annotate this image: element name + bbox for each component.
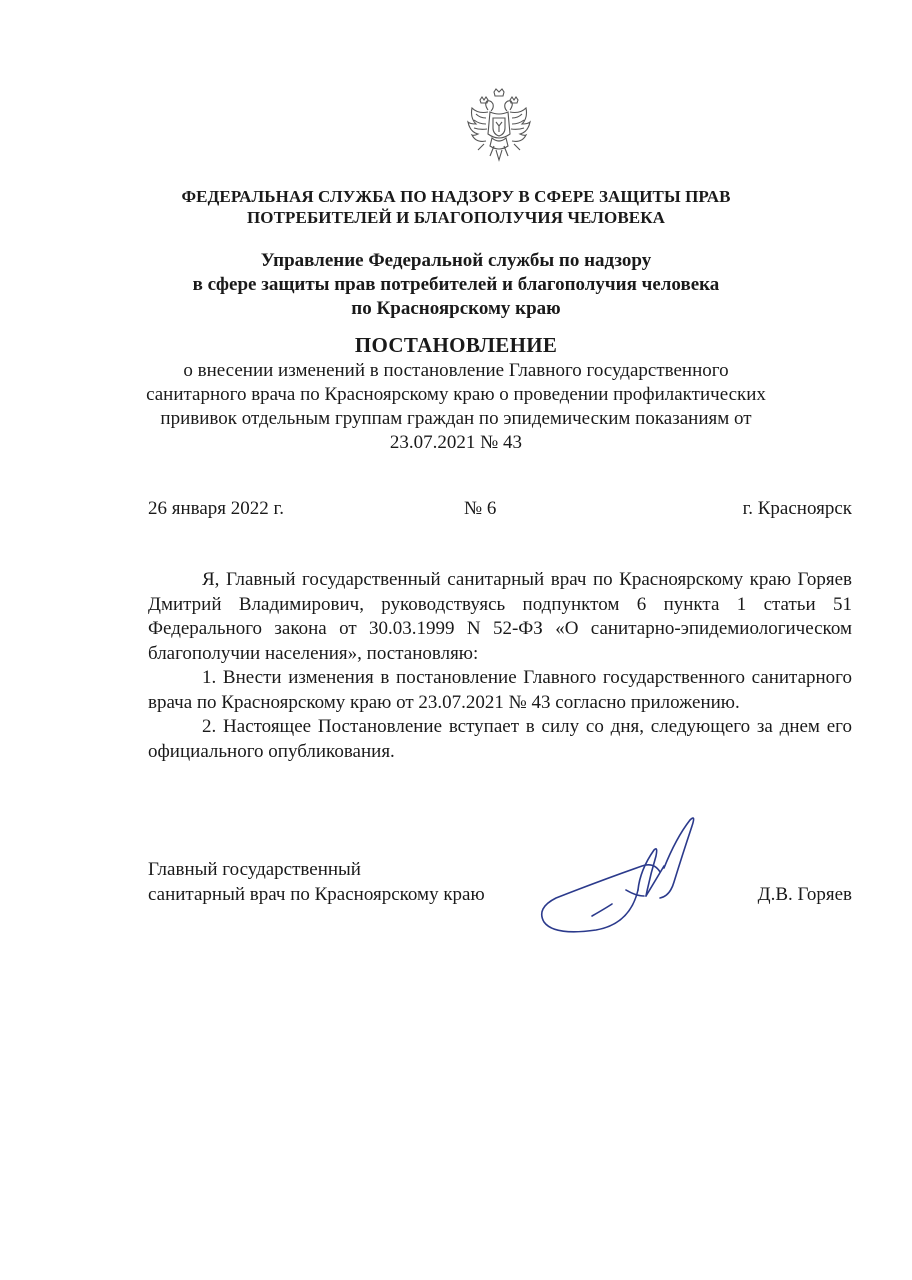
document-body (148, 568, 852, 764)
subject-line2: санитарного врача по Красноярскому краю о проведении профилактических (146, 384, 766, 405)
agency-title-line1: ФЕДЕРАЛЬНАЯ СЛУЖБА ПО НАДЗОРУ В СФЕРЕ ЗАЩИТЫ ПРАВ (181, 187, 731, 206)
body-paragraph-preamble: Я, Главный государственный санитарный врач по Красноярскому краю Горяев Дмитрий Владимирович, руководствуясь подпунктом 6 пункта 1 статьи 51 Федерального закона от 30.03.1999 N 52-ФЗ «О санитарно-эпидемиологическом благополучии населения», постановляю: (148, 569, 852, 664)
subject-line4: 23.07.2021 № 43 (389, 432, 523, 453)
document-city: г. Красноярск (742, 498, 852, 519)
coat-of-arms-icon (466, 88, 532, 164)
signatory-position (148, 857, 485, 907)
document-number: № 6 (464, 498, 497, 519)
subject-line3: прививок отдельным группам граждан по эпидемическим показаниям от (160, 408, 752, 429)
signatory-position-line2: санитарный врач по Красноярскому краю (148, 884, 485, 905)
document-date: 26 января 2022 г. (148, 498, 284, 519)
document-type-title: ПОСТАНОВЛЕНИЕ (354, 333, 558, 357)
signatory-name: Д.В. Горяев (757, 884, 852, 905)
handwritten-signature (530, 812, 730, 942)
department-line2: в сфере защиты прав потребителей и благополучия человека (192, 274, 720, 295)
agency-title-line2: ПОТРЕБИТЕЛЕЙ И БЛАГОПОЛУЧИЯ ЧЕЛОВЕКА (246, 208, 666, 227)
subject-line1: о внесении изменений в постановление Главного государственного (183, 360, 729, 381)
department-line1: Управление Федеральной службы по надзору (260, 250, 652, 271)
body-paragraph-item1: 1. Внести изменения в постановление Главного государственного санитарного врача по Красноярскому краю от 23.07.2021 № 43 согласно приложению. (148, 667, 852, 713)
body-paragraph-item2: 2. Настоящее Постановление вступает в силу со дня, следующего за днем его официального опубликования. (148, 716, 852, 762)
document-meta-row (148, 497, 852, 521)
department-line3: по Красноярскому краю (351, 298, 561, 319)
signatory-position-line1: Главный государственный (148, 859, 361, 880)
